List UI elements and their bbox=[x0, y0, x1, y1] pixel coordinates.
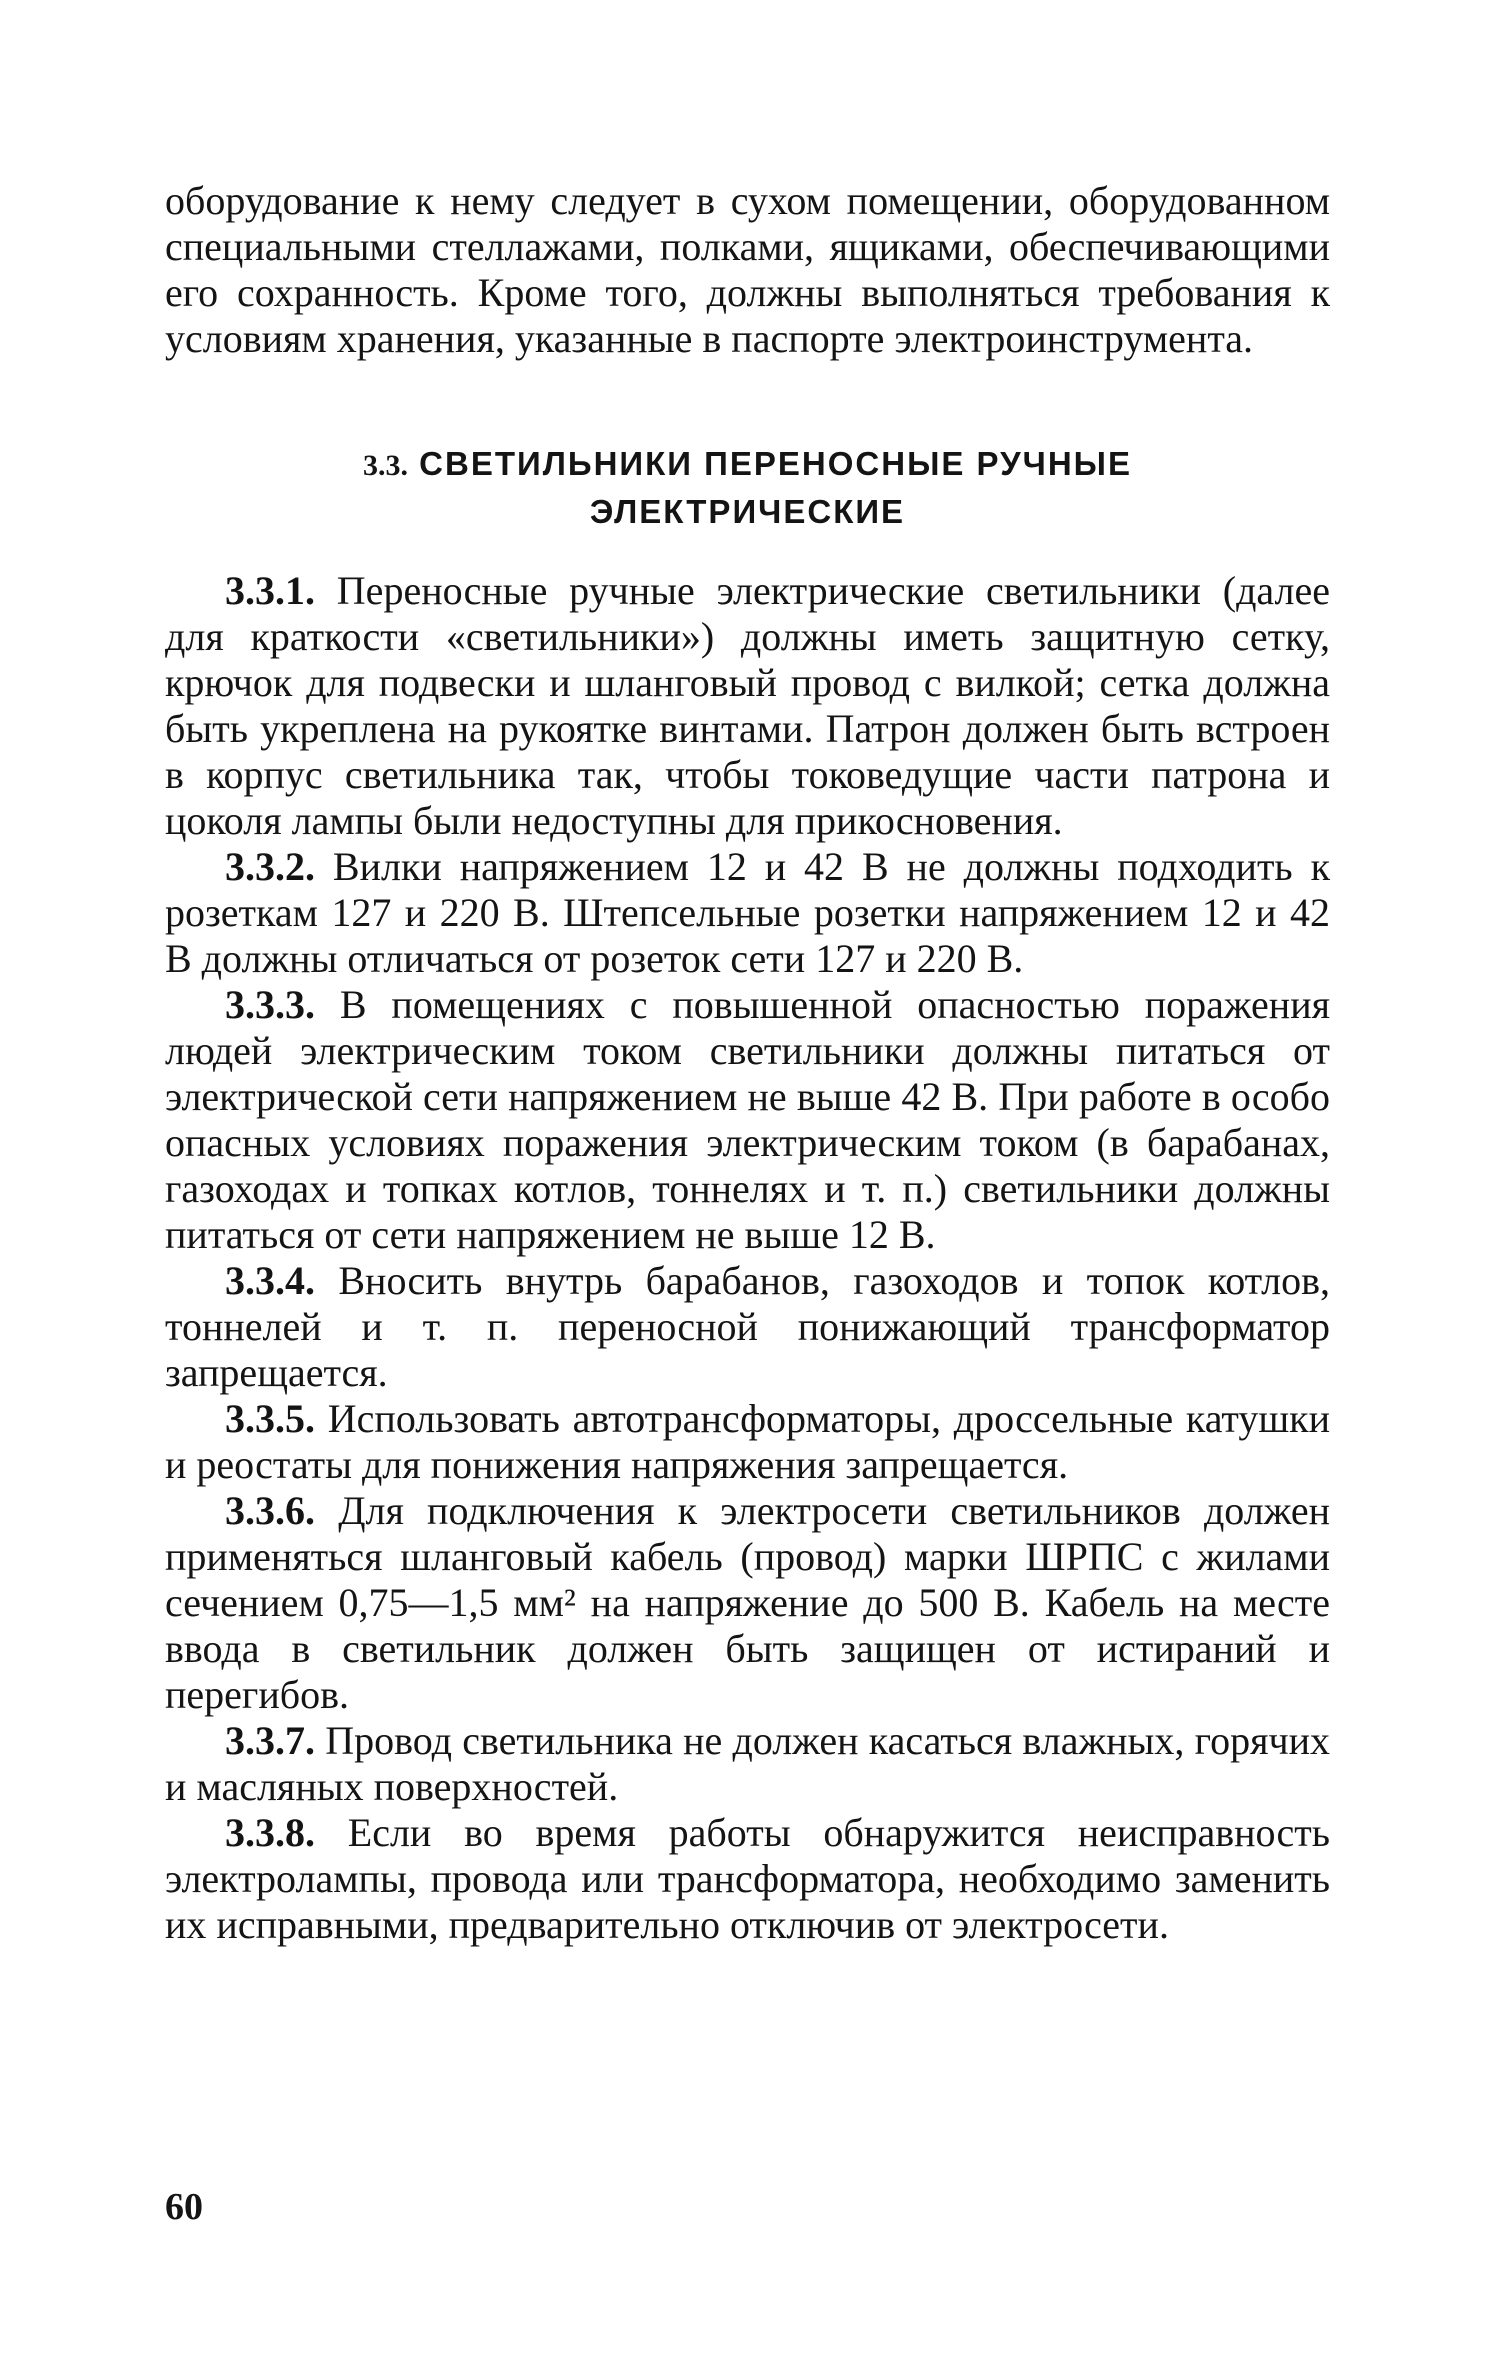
item-text: Провод светильника не должен касаться влажных, горячих и масляных поверхностей. bbox=[165, 1718, 1330, 1809]
list-item bbox=[165, 844, 1330, 982]
item-number: 3.3.2. bbox=[225, 844, 315, 889]
list-item bbox=[165, 1810, 1330, 1948]
item-text: Для подключения к электросети светильников должен применяться шланговый кабель (провод) марки ШРПС с жилами сечением 0,75—1,5 мм² на напряжение до 500 В. Кабель на месте ввода в светильник должен быть защищен от истираний и перегибов. bbox=[165, 1488, 1331, 1717]
item-text: Использовать автотрансформаторы, дроссельные катушки и реостаты для понижения напряжения запрещается. bbox=[165, 1396, 1331, 1487]
section-number: 3.3. bbox=[362, 449, 408, 482]
section-heading bbox=[165, 440, 1330, 490]
item-text: Если во время работы обнаружится неисправность электролампы, провода или трансформатора, необходимо заменить их исправными, предварительно отключив от электросети. bbox=[165, 1810, 1330, 1947]
item-text: Вносить внутрь барабанов, газоходов и топок котлов, тоннелей и т. п. переносной понижающий трансформатор запрещается. bbox=[165, 1258, 1330, 1395]
item-number: 3.3.8. bbox=[225, 1810, 315, 1855]
item-text: В помещениях с повышенной опасностью поражения людей электрическим током светильники должны питаться от электрической сети напряжением не выше 42 В. При работе в особо опасных условиях поражения электрическим током (в барабанах, газоходах и топках котлов, тоннелях и т. п.) светильники должны питаться от сети напряжением не выше 12 В. bbox=[165, 982, 1330, 1257]
list-item bbox=[165, 1718, 1330, 1810]
item-number: 3.3.4. bbox=[225, 1258, 315, 1303]
list-item bbox=[165, 1258, 1330, 1396]
section-title-line2: ЭЛЕКТРИЧЕСКИЕ bbox=[589, 493, 906, 530]
list-item bbox=[165, 982, 1330, 1258]
list-item bbox=[165, 1396, 1330, 1488]
list-item bbox=[165, 568, 1330, 844]
item-number: 3.3.5. bbox=[225, 1396, 315, 1441]
section-title-line1: СВЕТИЛЬНИКИ ПЕРЕНОСНЫЕ РУЧНЫЕ bbox=[419, 445, 1132, 482]
item-number: 3.3.3. bbox=[225, 982, 315, 1027]
item-text: Переносные ручные электрические светильники (далее для краткости «светильники») должны иметь защитную сетку, крючок для подвески и шланговый провод с вилкой; сетка должна быть укреплена на рукоятке винтами. Патрон должен быть встроен в корпус светильника так, чтобы токоведущие части патрона и цоколя лампы были недоступны для прикосновения. bbox=[165, 568, 1330, 843]
item-list bbox=[165, 568, 1330, 1948]
page-number: 60 bbox=[165, 2186, 203, 2228]
item-number: 3.3.1. bbox=[225, 568, 315, 613]
section-heading-line2 bbox=[165, 488, 1330, 536]
intro-paragraph: оборудование к нему следует в сухом помещении, оборудованном специальными стеллажами, полками, ящиками, обеспечивающими его сохранность. Кроме того, должны выполняться требования к условиям хранения, указанные в паспорте электроинструмента. bbox=[165, 178, 1330, 361]
item-number: 3.3.7. bbox=[225, 1718, 315, 1763]
item-number: 3.3.6. bbox=[225, 1488, 315, 1533]
item-text: Вилки напряжением 12 и 42 В не должны подходить к розеткам 127 и 220 В. Штепсельные розетки напряжением 12 и 42 В должны отличаться от розеток сети 127 и 220 В. bbox=[165, 844, 1331, 981]
list-item bbox=[165, 1488, 1330, 1718]
